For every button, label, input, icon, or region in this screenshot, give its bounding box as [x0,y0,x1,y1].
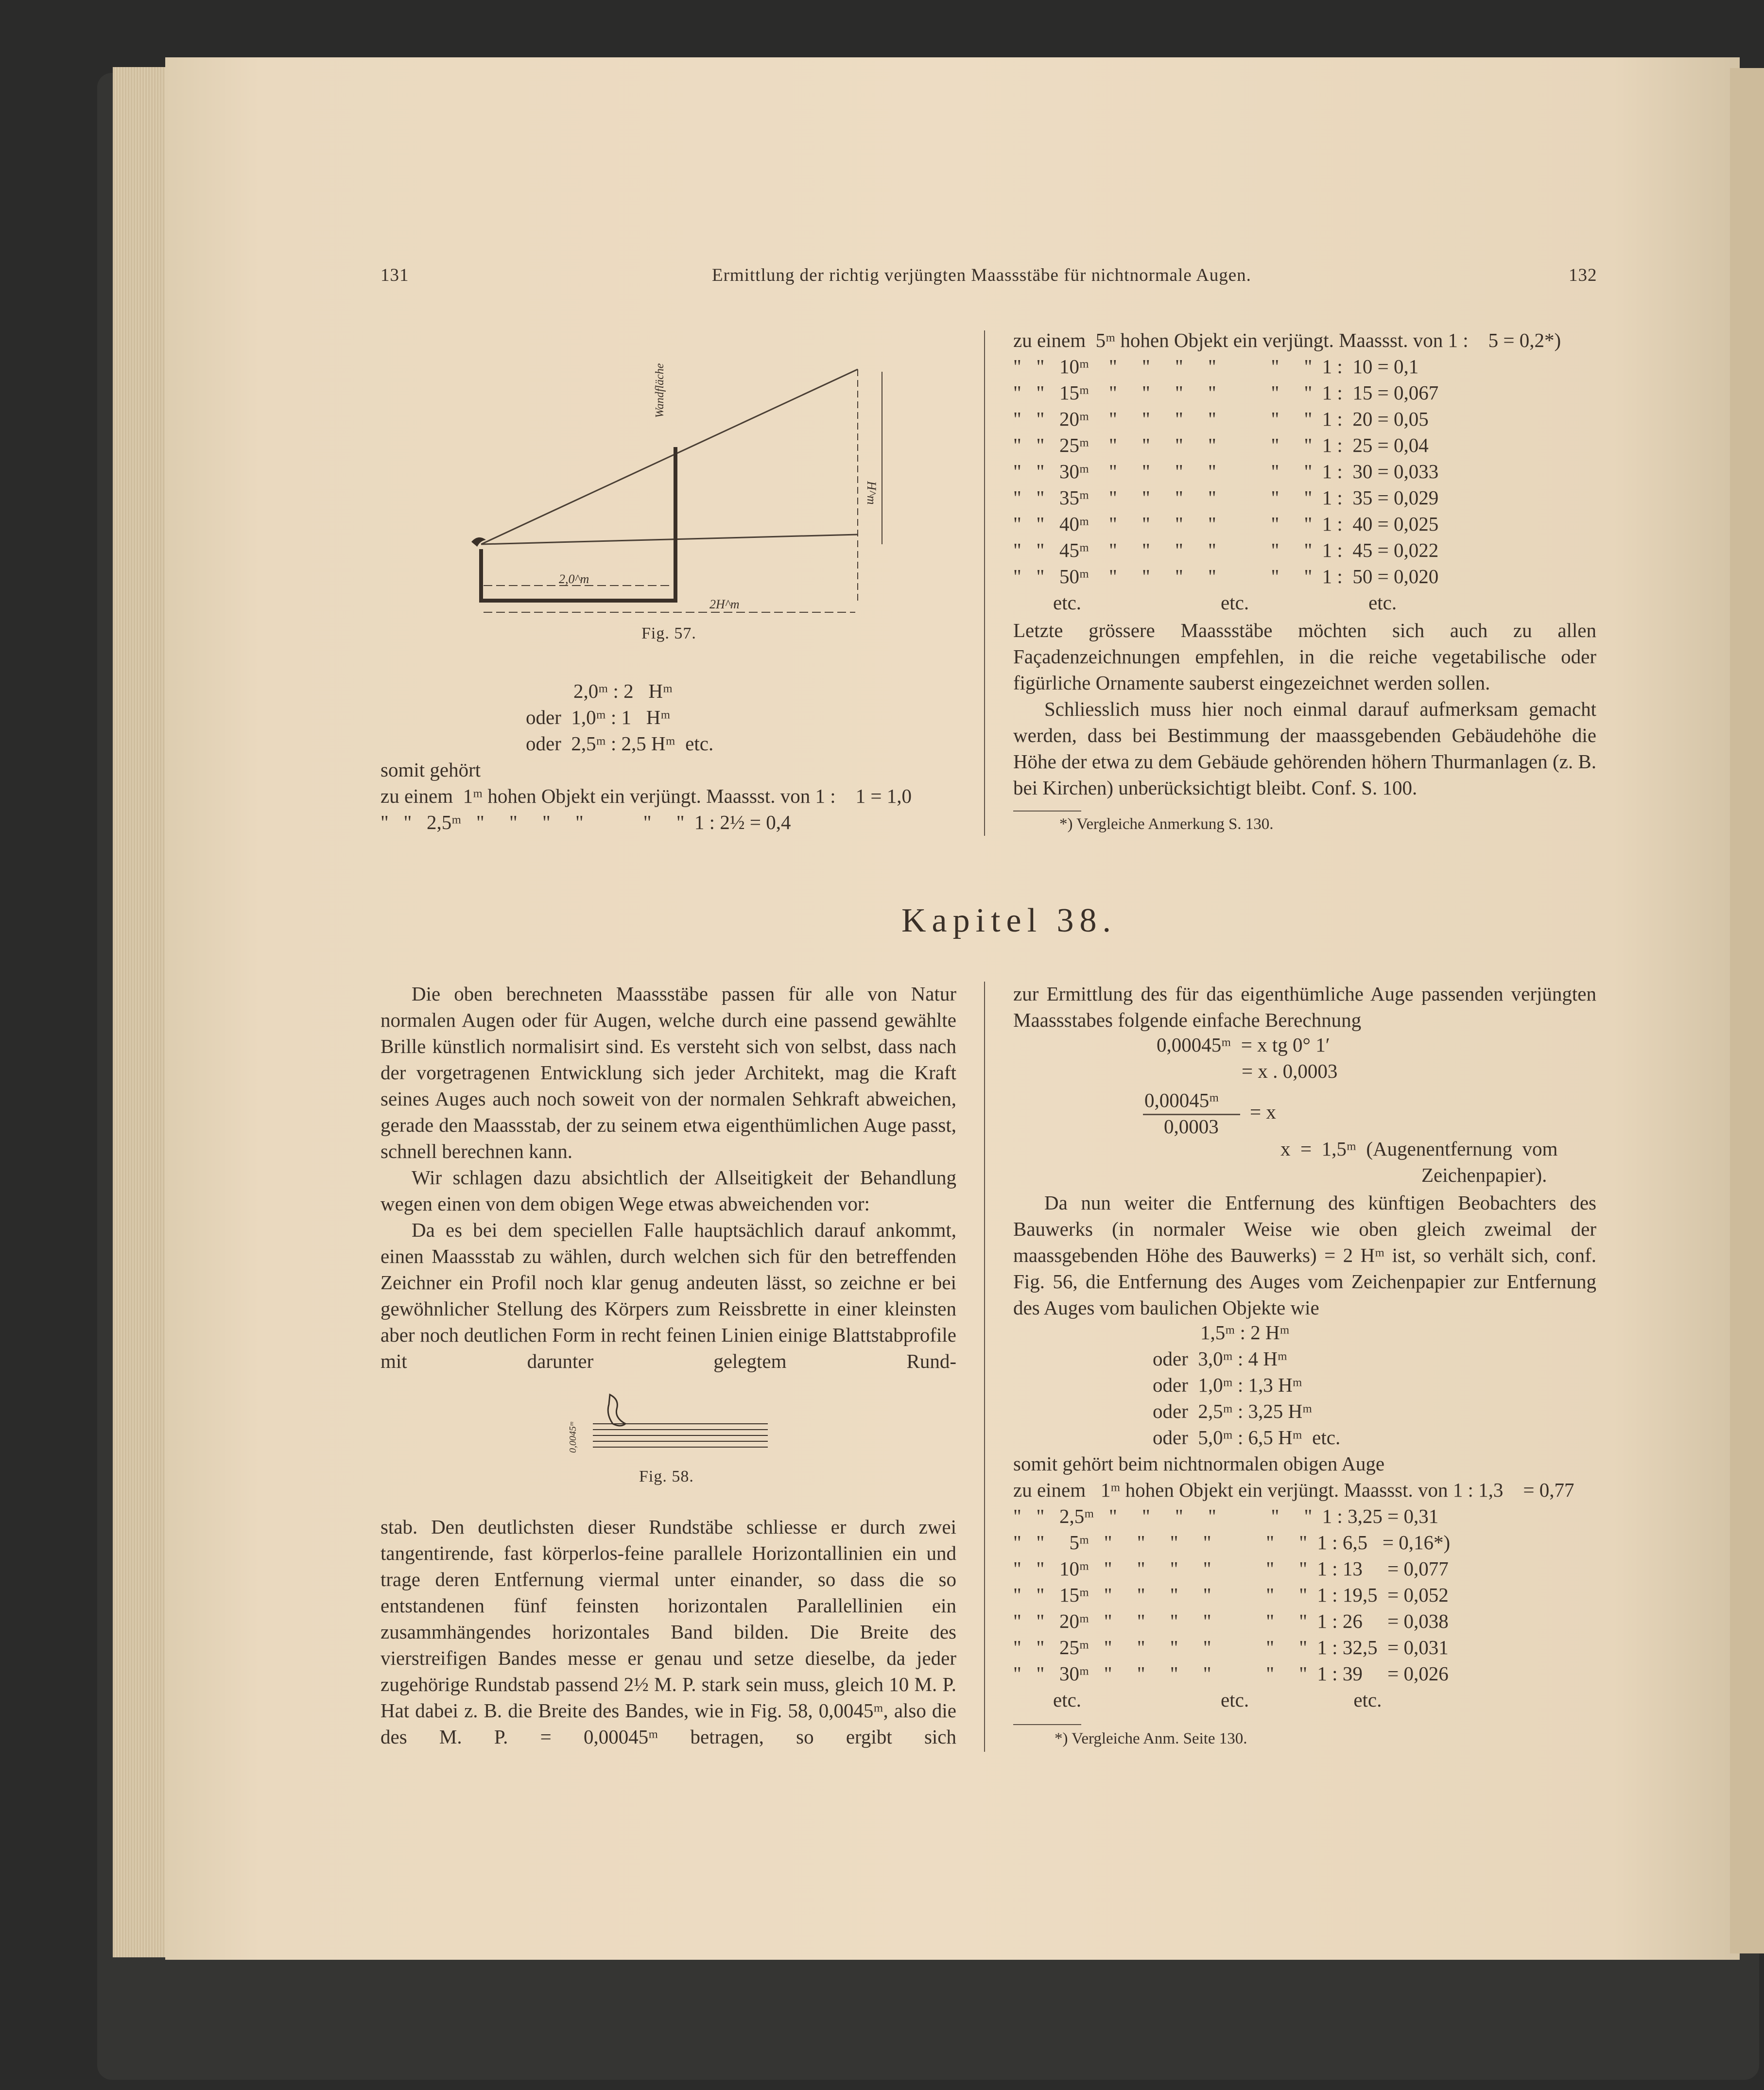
equation: = x . 0,0003 [1242,1060,1338,1082]
footnote: *) Vergleiche Anmerkung S. 130. [1059,815,1274,833]
paragraph: Wir schlagen dazu absichtlich der Allseitigkeit der Behandlung wegen einen von dem obigen Wege etwas abweichenden vor: [380,1166,956,1215]
eye-icon [471,537,486,547]
scale-row: " " 15ᵐ " " " " " " 1 : 15 = 0,067 [1013,381,1439,404]
equation: = x [1250,1101,1276,1123]
sight-line-bottom [481,535,858,544]
footnote: *) Vergleiche Anm. Seite 130. [1055,1730,1247,1747]
ratio-line: 1,5ᵐ : 2 Hᵐ [1200,1321,1290,1344]
left-bottom-text-continued [380,1514,956,1750]
scale-row: " " 45ᵐ " " " " " " 1 : 45 = 0,022 [1013,539,1439,561]
height-label: H^m [865,481,879,505]
paragraph: Da es bei dem speciellen Falle hauptsächlich darauf ankommt, einen Maassstab zu wählen, durch welchen sich für den betreffenden Zeichner ein Profil noch klar genug andeuten lässt, so zeichne er bei gewöhnlicher Stellung des Körpers zum Reissbrette in einer kleinsten aber noch deutlichen Form in recht feinen Linien einige Blattstabprofile mit darunter gelegtem Rund- [380,1219,956,1372]
left-bottom-text [380,981,956,1374]
inner-distance-label: 2,0^m [559,572,589,586]
fraction-numerator: 0,00045ᵐ [1144,1089,1219,1111]
figure-58-diagram [564,1390,778,1463]
leaf-profile-icon [608,1395,625,1426]
ratio-line: oder 1,0ᵐ : 1 Hᵐ [526,706,671,728]
ratio-line: oder 2,5ᵐ : 2,5 Hᵐ etc. [526,732,714,755]
ratio-line: oder 1,0ᵐ : 1,3 Hᵐ [1153,1374,1302,1396]
figure-57-caption: Fig. 57. [641,624,696,642]
right-top-text [1013,617,1596,801]
footnote-rule [1013,811,1081,812]
scale-row: " " 40ᵐ " " " " " " 1 : 40 = 0,025 [1013,513,1439,535]
ratio-line: oder 2,5ᵐ : 3,25 Hᵐ [1153,1400,1313,1422]
fraction-denominator: 0,0003 [1164,1115,1219,1138]
chapter-title: Kapitel 38. [901,902,1117,939]
scale-row: " " 5ᵐ " " " " " " 1 : 6,5 = 0,16*) [1013,1531,1451,1554]
wall-label: Wandfläche [654,363,666,418]
figure-57-diagram [447,330,894,622]
scale-row: " " 30ᵐ " " " " " " 1 : 39 = 0,026 [1013,1662,1449,1685]
paragraph: Letzte grössere Maassstäbe möchten sich auch zu allen Façadenzeichnungen empfehlen, in die reiche vegetabilische oder figürliche Ornamente sauberst eingezeichnet werden sollen. [1013,619,1596,694]
scale-row: " " 15ᵐ " " " " " " 1 : 19,5 = 0,052 [1013,1584,1449,1606]
scale-row: " " 20ᵐ " " " " " " 1 : 20 = 0,05 [1013,408,1429,430]
figure-58-caption: Fig. 58. [639,1468,694,1485]
paragraph: stab. Den deutlichsten dieser Rundstäbe schliesse er durch zwei tangentirende, fast körperlos-feine parallele Horizontallinien ein und trage deren Entfernung viermal unter einander, so dass die so entstandenen fünf feinsten horizontalen Parallellinien ein zusammhängendes horizontales Band bilden. Die Breite des vierstreifigen Bandes messe er genau und setze dieselbe, da jeder zugehörige Rundstab passend 2½ M. P. stark sein muss, gleich 10 M. P. Hat dabei z. B. die Breite des Bandes, wie in Fig. 58, 0,0045ᵐ, also die des M. P. = 0,00045ᵐ betragen, so ergibt sich [380,1516,956,1748]
right-bottom-text [1013,1190,1596,1321]
etc-row: etc. etc. etc. [1013,591,1397,614]
scale-row: zu einem 1ᵐ hohen Objekt ein verjüngt. Maassst. von 1 : 1 = 1,0 [380,785,912,807]
ratio-line: 2,0ᵐ : 2 Hᵐ [573,680,673,702]
scale-row: " " 35ᵐ " " " " " " 1 : 35 = 0,029 [1013,486,1439,509]
equation: Zeichenpapier). [1421,1164,1547,1186]
scale-row: " " 25ᵐ " " " " " " 1 : 25 = 0,04 [1013,434,1429,456]
paragraph: zur Ermittlung des für das eigenthümliche Auge passenden verjüngten Maassstabes folgende einfache Berechnung [1013,983,1596,1031]
sight-line-top [481,369,858,544]
outer-distance-label: 2H^m [709,597,740,611]
next-page-edge [1730,68,1764,1953]
equation: 0,00045ᵐ = x tg 0° 1′ [1157,1034,1330,1056]
scale-row: " " 50ᵐ " " " " " " 1 : 50 = 0,020 [1013,565,1439,587]
scale-row: " " 10ᵐ " " " " " " 1 : 13 = 0,077 [1013,1557,1449,1580]
column-divider-bottom [984,982,985,1752]
etc-row: etc. etc. etc. [1013,1689,1382,1711]
scale-row: " " 20ᵐ " " " " " " 1 : 26 = 0,038 [1013,1610,1449,1632]
scale-row: " " 10ᵐ " " " " " " 1 : 10 = 0,1 [1013,355,1419,378]
column-divider-top [984,330,985,836]
scale-row: " " 2,5ᵐ " " " " " " 1 : 2½ = 0,4 [380,811,791,833]
right-page-number: 132 [1569,265,1597,285]
left-page-number: 131 [380,265,409,285]
scale-row: " " 2,5ᵐ " " " " " " 1 : 3,25 = 0,31 [1013,1505,1439,1527]
footnote-rule [1013,1724,1081,1725]
right-bottom-intro [1013,981,1596,1033]
equation: x = 1,5ᵐ (Augenentfernung vom [1280,1138,1558,1160]
somit-line: somit gehört [380,759,481,781]
scale-row: zu einem 5ᵐ hohen Objekt ein verjüngt. Maassst. von 1 : 5 = 0,2*) [1013,329,1561,351]
scale-row: zu einem 1ᵐ hohen Objekt ein verjüngt. Maassst. von 1 : 1,3 = 0,77 [1013,1479,1574,1501]
paragraph: Da nun weiter die Entfernung des künftigen Beobachters des Bauwerks (in normaler Weise wie oben gleich zweimal der maassgebenden Höhe des Bauwerks) = 2 Hᵐ ist, so verhält sich, conf. Fig. 56, die Entfernung des Auges vom Zeichenpapier zur Entfernung des Auges vom baulichen Objekte wie [1013,1192,1596,1319]
ratio-line: oder 5,0ᵐ : 6,5 Hᵐ etc. [1153,1426,1341,1449]
somit-line: somit gehört beim nichtnormalen obigen Auge [1013,1452,1385,1475]
figure-58-label: 0,0045ᵐ [568,1422,578,1453]
running-title: Ermittlung der richtig verjüngten Maassstäbe für nichtnormale Augen. [712,265,1251,285]
ratio-line: oder 3,0ᵐ : 4 Hᵐ [1153,1347,1287,1370]
paragraph: Die oben berechneten Maassstäbe passen für alle von Natur normalen Augen oder für Augen, welche durch eine passend gewählte Brille künstlich normalisirt sind. Es versteht sich von selbst, dass nach der vorgetragenen Entwicklung sich jeder Architekt, mag die Kraft seines Auges auch noch soweit von der normalen Sehkraft abweichen, gerade den Maassstab, der zu seinem etwa eigenthümlichen Auge passt, schnell berechnen kann. [380,983,956,1162]
scale-row: " " 25ᵐ " " " " " " 1 : 32,5 = 0,031 [1013,1636,1449,1658]
paragraph: Schliesslich muss hier noch einmal darauf aufmerksam gemacht werden, dass bei Bestimmung der maassgebenden Gebäudehöhe die Höhe der etwa zu dem Gebäude gehörenden höhern Thurmanlagen (z. B. bei Kirchen) unberücksichtigt bleibt. Conf. S. 100. [1013,698,1596,799]
scale-row: " " 30ᵐ " " " " " " 1 : 30 = 0,033 [1013,460,1439,483]
